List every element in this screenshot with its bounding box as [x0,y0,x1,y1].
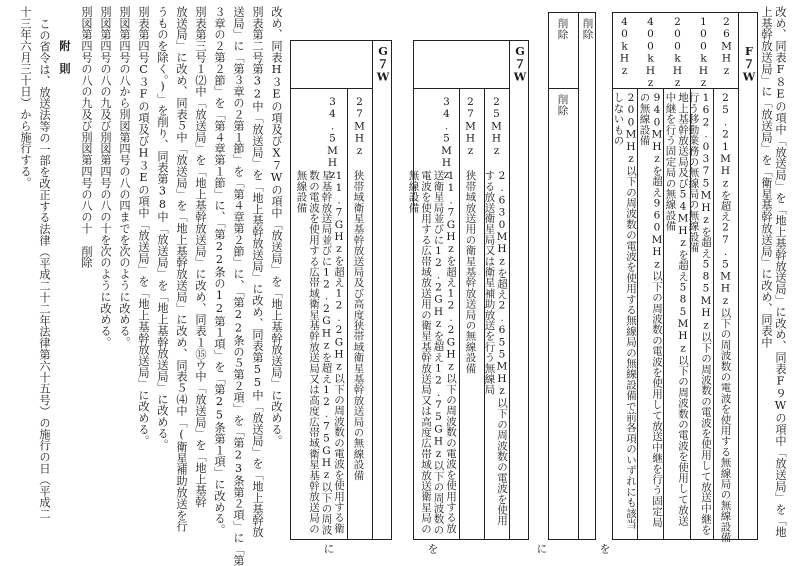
body-line-5: 別表第三号１⑵中「放送局」を「地上基幹放送局」に改め、同表１⑮ウ中「放送局」を「地上基幹 [194,6,207,508]
g7w-a-row-1-freq: 25MHz [490,96,503,157]
g7w-a-row-2-freq: 27MHz [464,96,477,157]
f7w-row-2-desc: 162.0375MHzを超え585MHz以下の周波数の電波を使用して放送中継を行う移動業務の無線局の無線設備 [687,92,712,535]
body-line-9: 別図第四号の八から別図第四号の八の四までを次のように改める。 [118,6,131,348]
g7w-b-row-1-desc: 狭帯域衛星基幹放送局及び高度狭帯域衛星基幹放送局の無線設備 [352,170,365,481]
body-line-3: 送局」に「第３章の２第１節」を「第４章第２節」に、「第22条の５第２項」を「第23条第２項」に「第 [232,6,245,566]
supplement-line-1: この省令は、放送法等の一部を改正する法律（平成二十二年法律第六十五号）の施行の日（平成二 [38,18,51,520]
g7w-b-row-2-desc: 11.7GHzを超え12.2GHz以下の周波数の電波を使用する衛星基幹放送局並びに12.2GHzを超え12.75GHz以下の周波数の電波を使用する広帯域衛星基幹放送局又は高度広帯域衛星基幹放送局の無線設備 [295,170,345,535]
g7w-a-after: を [426,543,439,555]
supplement-line-2: 十三年六月三十日）から施行する。 [19,6,32,189]
f7w-row-4-desc: 940MHzを超え960MHz以下の周波数の電波を使用して放送中継を行う固定局の無線設備 [638,92,663,528]
g7w-a-row-2-desc: 狭帯域放送用の衛星基幹放送局の無線設備 [464,170,477,374]
f7w-after: を [598,543,611,555]
body-line-10: 別図第四号の八の九及び別図第四号の八の十を次のように改める。 [99,6,112,348]
g7w-b-after: に [322,543,335,555]
intro-line-1: 改め、同表F８Eの項中「放送局」を「地上基幹放送局」に改め、同表F９Wの項中「放送局」を「地 [774,6,787,538]
body-line-4: ３章の２第２節」を「第４章第１節」に、「第22条の12第１項」を「第25条第１項」に改める。 [213,6,226,536]
f7w-row-5-desc: 200MHz以下の周波数の電波を使用する無線局の無線設備で前各項のいずれにも該当しないもの [612,92,637,529]
intro-line-2: 上基幹放送局」に「放送局」を「衛星基幹放送局」に改め、同表中 [760,6,773,348]
f7w-row-4-freq: 400kHz [644,16,657,90]
f7w-row-1-desc: 25.21MHzを超え27.5MHz以下の周波数の電波を使用する無線局の無線設備 [719,92,732,543]
deleted-cell-1: 削除 [581,18,594,40]
body-line-1: 改め、同表H３Eの項及びX７Wの項中「放送局」を「地上基幹放送局」に改める。 [270,6,283,447]
g7w-b-header: G７W [376,44,390,84]
body-line-8: 別表第四号C３Fの項及びH３Eの項中「放送局」を「地上基幹放送局」に改める。 [137,6,150,447]
supplement-title: 附 則 [58,40,72,75]
g7w-b-row-2-freq: 34.5MHz [326,96,339,182]
g7w-b-row-1-freq: 27MHz [353,96,366,157]
deleted-after: に [535,543,548,555]
f7w-row-3-desc: 地上基幹放送局及び54MHzを超え585MHz以下の周波数の電波を使用して放送中継を行う固定局の無線設備 [664,92,689,526]
f7w-row-5-freq: 40kHz [618,16,631,77]
deleted-cell-3: 削除 [556,94,569,116]
g7w-a-row-1-desc: 2.630MHzを超え2.655MHz以下の周波数の電波を使用する放送衛星局又は衛星補助放送を行う無線局 [483,170,508,526]
f7w-row-2-freq: 100kHz [697,16,710,90]
g7w-a-header: G７W [513,44,527,84]
body-line-2: 別表第二号第32中「放送局」を「地上基幹放送局」に改め、同表第55中「放送局」を「地上基幹放 [251,6,264,538]
g7w-a-row-3-desc: 11.7GHzを超え12.2GHz以下の周波数の電波を使用する放送衛星局並びに12.2GHzを超え12.75GHz以下の周波数の電波を使用する広帯域放送用の衛星基幹放送局又は高度広帯域放送衛星局の無線設備 [407,170,457,535]
body-line-7: うものを除く。)」を削り、同表第38中「放送局」を「地上基幹放送局」に改める。 [156,6,169,451]
deleted-cell-2: 削除 [556,18,569,40]
body-line-6: 放送局」に改め、同表５中「放送局」を「地上基幹放送局」に改め、同表５⑷中「(衛星補助放送を行 [175,6,188,533]
body-line-11: 別図第四号の八の九及び別図第四号の八の十 削除 [80,6,93,269]
f7w-row-3-freq: 200kHz [671,16,684,90]
g7w-a-row-3-freq: 34.5MHz [440,96,453,182]
f7w-header: F７W [742,44,756,84]
f7w-row-1-freq: 26MHz [720,16,733,77]
